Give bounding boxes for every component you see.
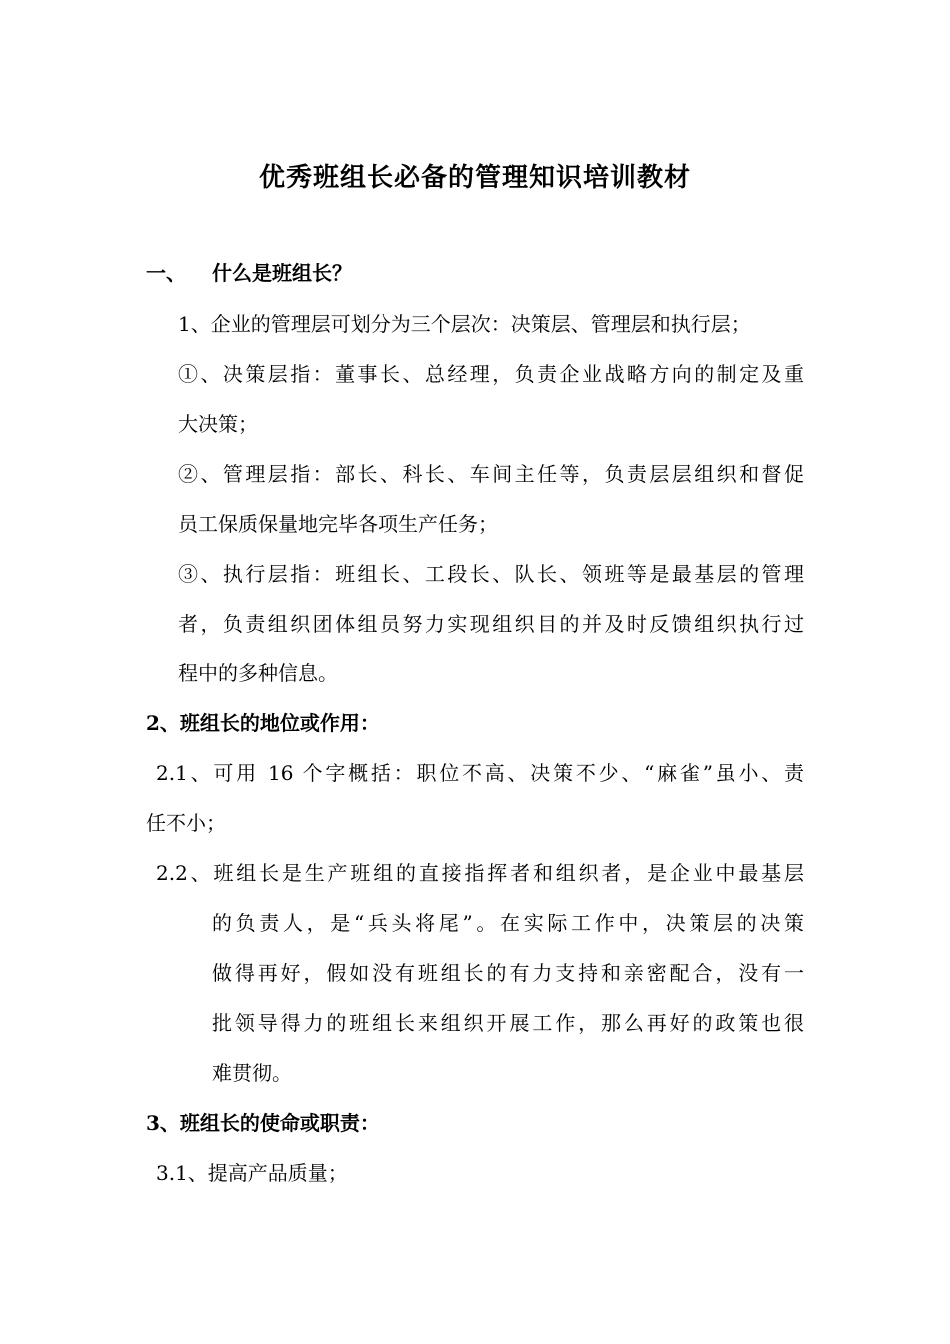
document-title: 优秀班组长必备的管理知识培训教材 — [258, 163, 691, 193]
paragraph-line: 2.2、班组长是生产班组的直接指挥者和组织者，是企业中最基层 — [156, 861, 804, 885]
paragraph-line: ①、决策层指：董事长、总经理，负责企业战略方向的制定及重 — [178, 362, 804, 386]
paragraph-line: 的负责人，是“兵头将尾”。在实际工作中，决策层的决策 — [212, 911, 804, 935]
paragraph-line: 程中的多种信息。 — [178, 661, 338, 685]
section3-heading: 3、班组长的使命或职责： — [146, 1111, 380, 1135]
paragraph-line: 任不小； — [146, 811, 226, 835]
paragraph-line: 员工保质保量地完毕各项生产任务； — [178, 512, 498, 536]
paragraph-line: ②、管理层指：部长、科长、车间主任等，负责层层组织和督促 — [178, 462, 804, 486]
section1-heading: 什么是班组长？ — [212, 261, 352, 285]
paragraph-line: 3.1、提高产品质量； — [156, 1161, 348, 1185]
section1-number: 一、 — [146, 261, 186, 285]
paragraph-line: 难贯彻。 — [212, 1061, 292, 1085]
paragraph-line: 做得再好，假如没有班组长的有力支持和亲密配合，没有一 — [212, 961, 804, 985]
section2-heading: 2、班组长的地位或作用： — [146, 711, 380, 735]
paragraph-line: 批领导得力的班组长来组织开展工作，那么再好的政策也很 — [212, 1011, 804, 1035]
paragraph-line: 2.1、可用 16 个字概括：职位不高、决策不少、“麻雀”虽小、责 — [156, 761, 804, 785]
paragraph-line: 1、企业的管理层可划分为三个层次：决策层、管理层和执行层； — [178, 312, 751, 336]
paragraph-line: 者，负责组织团体组员努力实现组织目的并及时反馈组织执行过 — [178, 612, 804, 636]
paragraph-line: ③、执行层指：班组长、工段长、队长、领班等是最基层的管理 — [178, 562, 804, 586]
paragraph-line: 大决策； — [178, 412, 258, 436]
